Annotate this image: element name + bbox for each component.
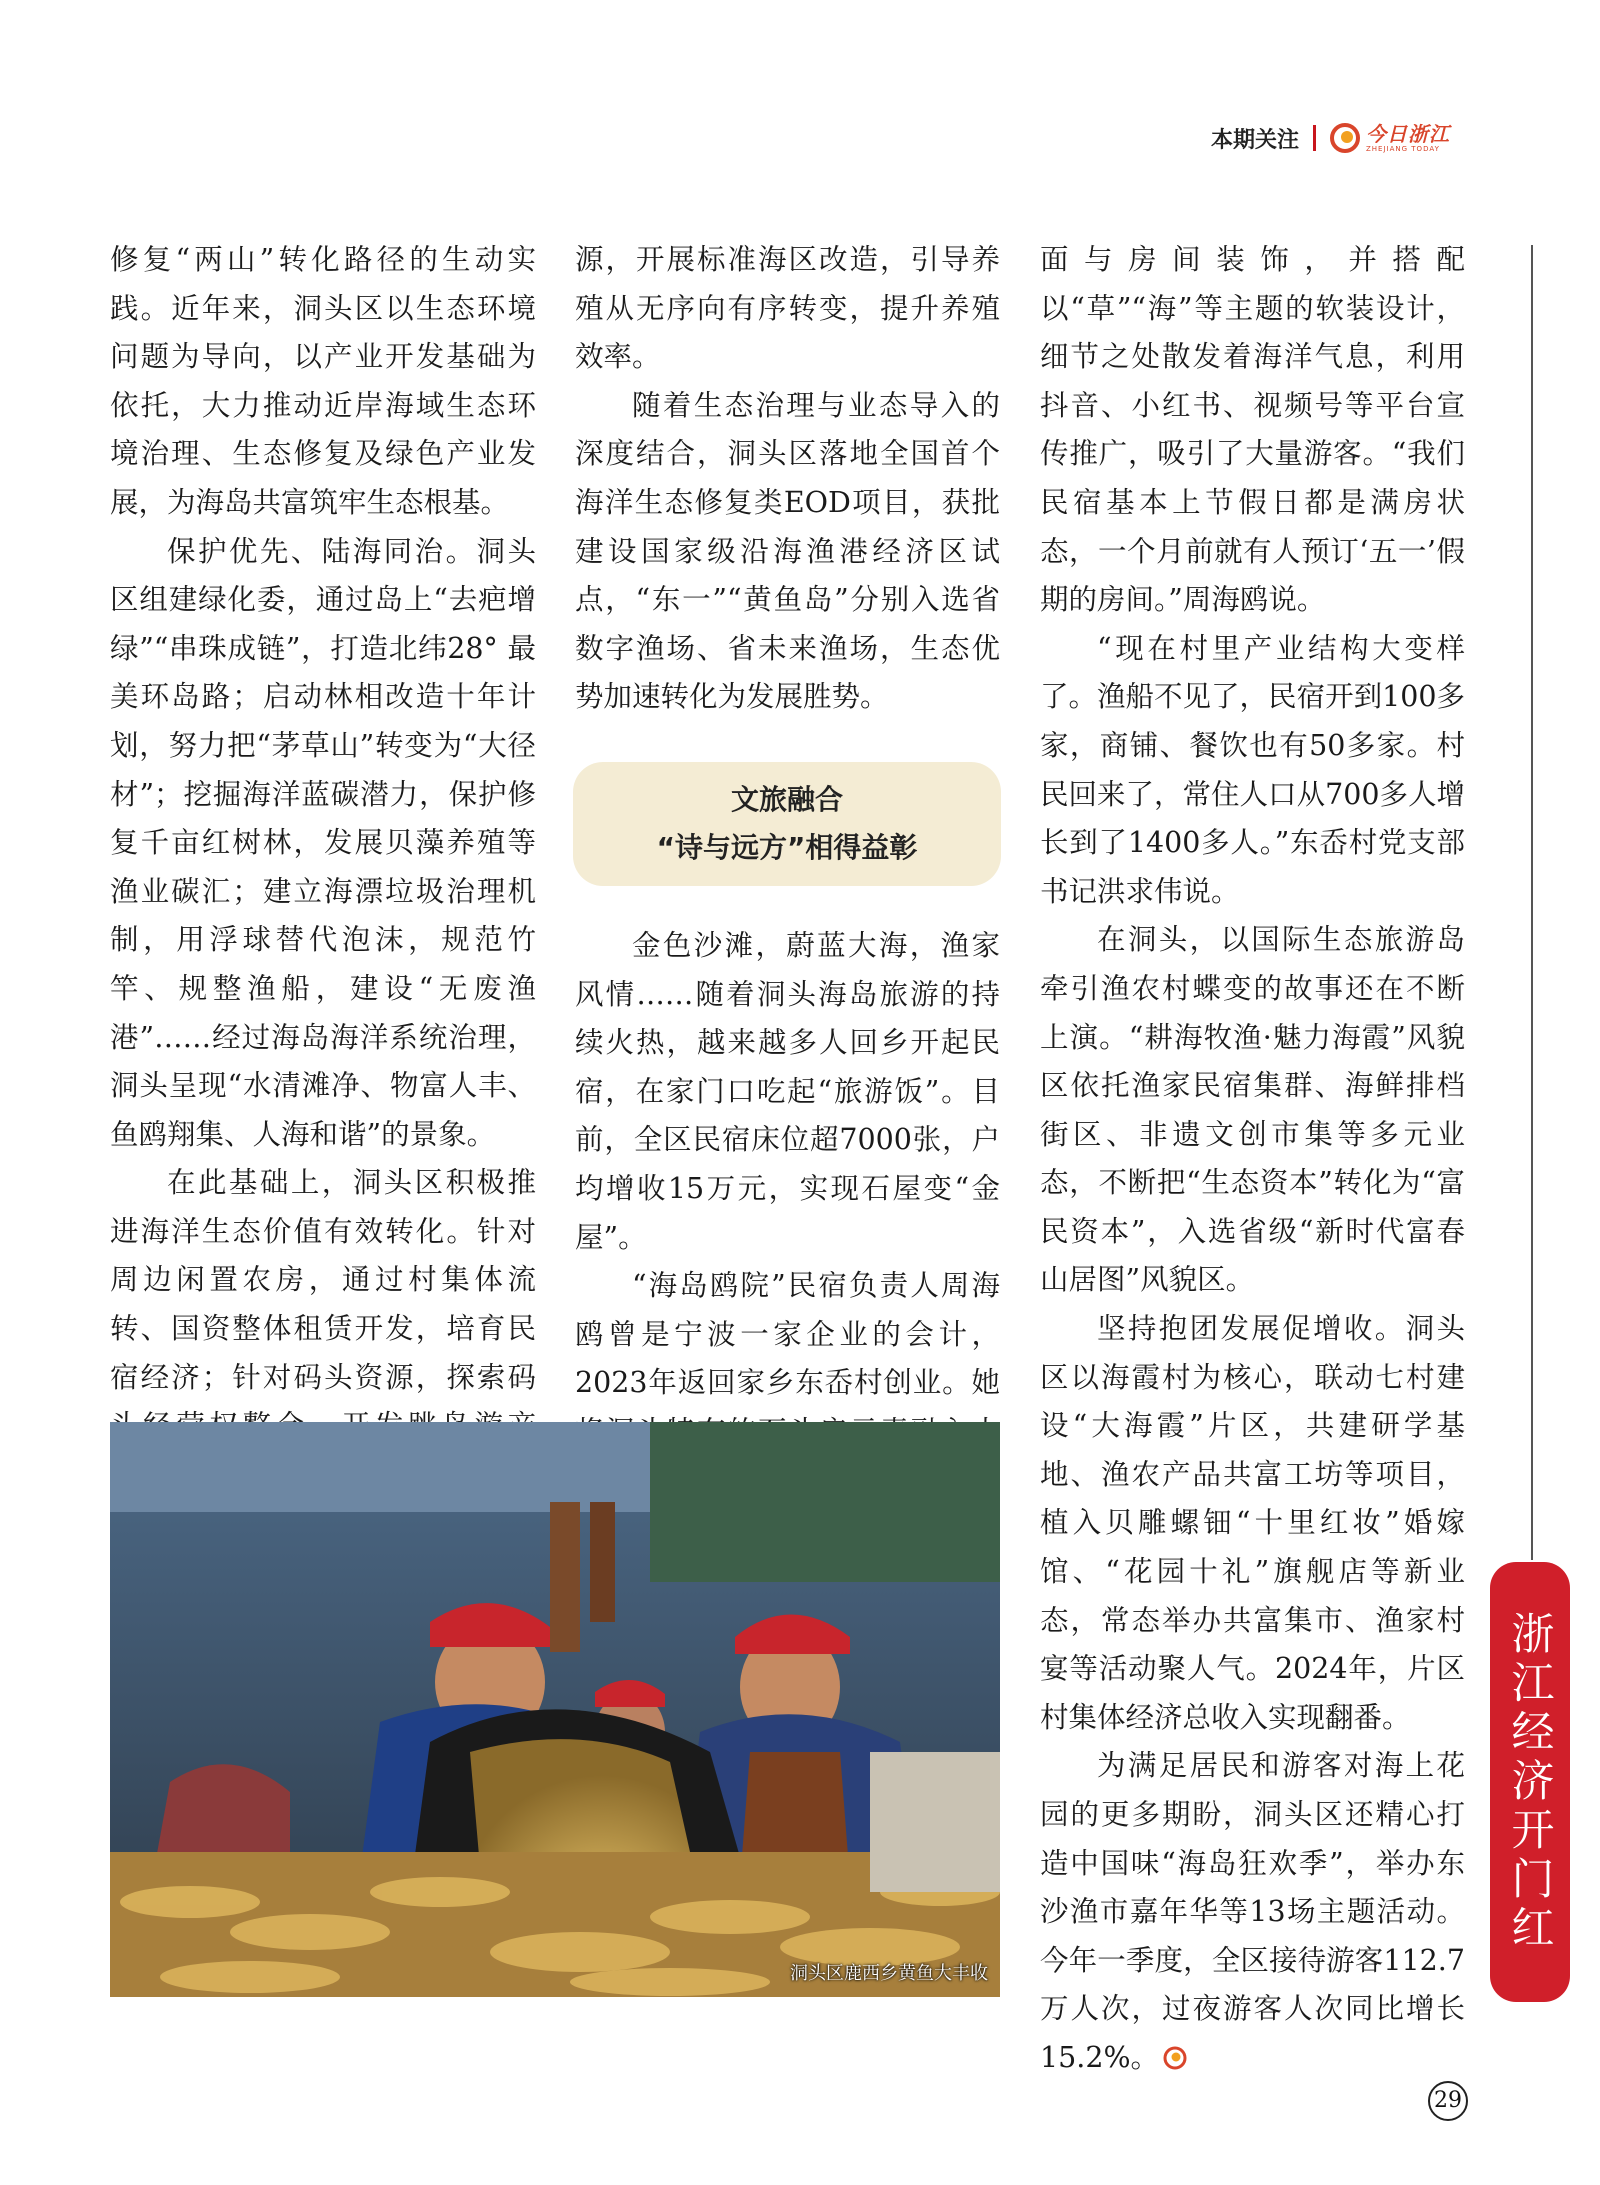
subheading-line-2: “诗与远方”相得益彰	[656, 831, 918, 864]
paragraph: “现在村里产业结构大变样了。渔船不见了，民宿开到100多家，商铺、餐饮也有50多家。村民回来了，常住人口从700多人增长到了1400多人。”东岙村党支部书记洪求伟说。	[1040, 631, 1465, 908]
paragraph: 源，开展标准海区改造，引导养殖从无序向有序转变，提升养殖效率。	[575, 243, 1000, 374]
section-subheading	[573, 762, 1001, 886]
fishermen-photo-illustration	[110, 1422, 1000, 1997]
photo-caption: 洞头区鹿西乡黄鱼大丰收	[790, 1963, 988, 1984]
header-divider	[1313, 125, 1316, 151]
subheading-line-1: 文旅融合	[730, 783, 843, 816]
text-column-1	[110, 236, 536, 1499]
paragraph: 金色沙滩，蔚蓝大海，渔家风情……随着洞头海岛旅游的持续火热，越来越多人回乡开起民宿，在家门口吃起“旅游饭”。目前，全区民宿床位超7000张，户均增收15万元，实现石屋变“金屋”。	[575, 929, 1000, 1254]
page-header	[1211, 118, 1450, 158]
article-end-icon	[1163, 2046, 1187, 2070]
page-number-value: 29	[1428, 2081, 1468, 2121]
page-number	[1428, 2080, 1468, 2121]
paragraph: 保护优先、陆海同治。洞头区组建绿化委，通过岛上“去疤增绿”“串珠成链”，打造北纬28° 最美环岛路；启动林相改造十年计划，努力把“茅草山”转变为“大径材”；挖掘海洋蓝碳潜力，保护修复千亩红树林，发展贝藻养殖等渔业碳汇；建立海漂垃圾治理机制，用浮球替代泡沫，规范竹竿、规整渔船，建设“无废渔港”……经过海岛海洋系统治理，洞头呈现“水清滩净、物富人丰、鱼鸥翔集、人海和谐”的景象。	[110, 534, 536, 1151]
article-photo	[110, 1422, 1000, 1997]
logo-title: 今日浙江	[1366, 121, 1450, 146]
paragraph: 在洞头，以国际生态旅游岛牵引渔农村蝶变的故事还在不断上演。“耕海牧渔·魅力海霞”风貌区依托渔家民宿集群、海鲜排档街区、非遗文创市集等多元业态，不断把“生态资本”转化为“富民资本”，入选省级“新时代富春山居图”风貌区。	[1040, 923, 1465, 1297]
text-column-2	[575, 236, 1000, 722]
column-side-tab	[1490, 1562, 1570, 2002]
paragraph: 随着生态治理与业态导入的深度结合，洞头区落地全国首个海洋生态修复类EOD项目，获批建设国家级沿海渔港经济区试点，“东一”“黄鱼岛”分别入选省数字渔场、省未来渔场，生态优势加速转化为发展胜势。	[575, 388, 1000, 714]
text-column-3	[1040, 236, 1465, 2083]
paragraph-text: 为满足居民和游客对海上花园的更多期盼，洞头区还精心打造中国味“海岛狂欢季”，举办东沙渔市嘉年华等13场主题活动。今年一季度，全区接待游客112.7万人次，过夜游客人次同比增长15.2%。	[1040, 1749, 1465, 2074]
text-column-2-lower	[575, 922, 1000, 1505]
paragraph: 坚持抱团发展促增收。洞头区以海霞村为核心，联动七村建设“大海霞”片区，共建研学基地、渔农产品共富工坊等项目，植入贝雕螺钿“十里红妆”婚嫁馆、“花园十礼”旗舰店等新业态，常态举办共富集市、渔家村宴等活动聚人气。2024年，片区村集体经济总收入实现翻番。	[1040, 1312, 1465, 1734]
sun-logo-icon	[1330, 123, 1360, 153]
logo-subtitle: ZHEJIANG TODAY	[1366, 144, 1440, 153]
paragraph: 修复“两山”转化路径的生动实践。近年来，洞头区以生态环境问题为导向，以产业开发基础为依托，大力推动近岸海域生态环境治理、生态修复及绿色产业发展，为海岛共富筑牢生态根基。	[110, 243, 536, 519]
side-tab-label: 浙江经济开门红	[1504, 1610, 1555, 1954]
paragraph: “海岛鸥院”民宿负责人周海鸥曾是宁波一家企业的会计，2023年返回家乡东岙村创业。她	[575, 1269, 1000, 1400]
paragraph-last	[1040, 1742, 1465, 2082]
paragraph: 面与房间装饰，并搭配以“草”“海”等主题的软装设计，细节之处散发着海洋气息，利用抖音、小红书、视频号等平台宣传推广，吸引了大量游客。“我们民宿基本上节假日都是满房状态，一个月前就有人预订‘五一’假期的房间。”周海鸥说。	[1040, 243, 1465, 617]
paragraph: 在此基础上，洞头区积极推进海洋生态价值有效转化。针对周边闲置农房，通过村集体流转、国资整体租赁开发，培育民宿经济；针对码头资源，探索码	[110, 1166, 536, 1394]
magazine-logo	[1330, 123, 1450, 153]
section-label: 本期关注	[1210, 127, 1299, 153]
column-rule	[1531, 245, 1533, 1560]
